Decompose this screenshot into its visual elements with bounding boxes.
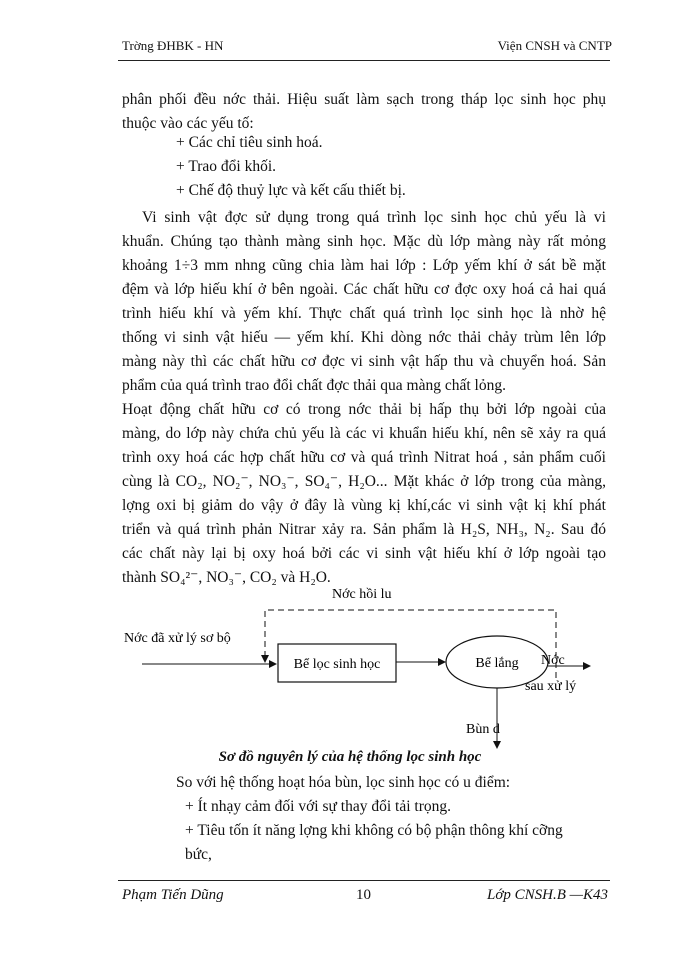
text-line: các chất này lại bị oxy hoá bởi các vi sinh vật hiếu khí ở lớp ngoài tạo bbox=[122, 545, 606, 562]
biofilter-label: Bể lọc sinh học bbox=[293, 657, 381, 672]
page-number: 10 bbox=[356, 887, 371, 903]
footer-divider bbox=[118, 880, 610, 881]
sludge-label: Bùn d bbox=[466, 722, 500, 737]
process-diagram bbox=[100, 580, 620, 750]
factor-item: + Các chỉ tiêu sinh hoá. bbox=[176, 134, 323, 151]
intro-paragraph bbox=[122, 88, 606, 136]
factor-item: + Trao đổi khối. bbox=[176, 158, 277, 175]
input-label: Nớc đã xử lý sơ bộ bbox=[124, 631, 231, 646]
text-line: triển và quá trình phản Nitrar xảy ra. Sản phẩm là H₂S, NH₃, N₂. Sau đó bbox=[122, 521, 606, 538]
factor-item: + Chế độ thuỷ lực và kết cấu thiết bị. bbox=[176, 182, 406, 199]
diagram-caption: Sơ đồ nguyên lý của hệ thống lọc sinh học bbox=[218, 749, 482, 765]
text-line: cùng là CO₂, NO₂⁻, NO₃⁻, SO₄⁻, H₂O... Mặt khác ở lớp trong của màng, bbox=[122, 473, 606, 490]
text-line: phẩm của quá trình trao đổi chất đợc thải qua màng chất lỏng. bbox=[122, 377, 506, 394]
header-divider bbox=[118, 60, 610, 61]
text-line: Vi sinh vật đợc sử dụng trong quá trình lọc sinh học chủ yếu là vi bbox=[142, 209, 606, 226]
text-line: phân phối đều nớc thải. Hiệu suất làm sạch trong tháp lọc sinh học phụ bbox=[122, 91, 606, 108]
text-line: đệm và lớp hiếu khí ở bên ngoài. Các chất hữu cơ đợc oxy hoá cả hai quá bbox=[122, 281, 606, 298]
text-line: thành SO₄²⁻, NO₃⁻, CO₂ và H₂O. bbox=[122, 569, 331, 586]
text-line: khuẩn. Chúng tạo thành màng sinh học. Mặc dù lớp màng này rất mỏng bbox=[122, 233, 606, 250]
text-line: thuộc vào các yếu tố: bbox=[122, 115, 254, 132]
recycle-label: Nớc hồi lu bbox=[332, 587, 392, 602]
output-label-1: Nớc bbox=[541, 653, 565, 668]
text-line: màng này thì các chất hữu cơ đợc vi sinh vật hấp thu và chuyển hoá. Sản bbox=[122, 353, 606, 370]
footer-class: Lớp CNSH.B —K43 bbox=[487, 887, 608, 903]
header-institute: Viện CNSH và CNTP bbox=[497, 38, 612, 53]
advantage-item: + Ít nhạy cảm đối với sự thay đổi tải trọng. bbox=[185, 798, 451, 815]
text-line: khoảng 1÷3 mm nhng cũng chia làm hai lớp : Lớp yếm khí ở sát bề mặt bbox=[122, 257, 606, 274]
paragraph-organic-activity bbox=[122, 398, 606, 590]
text-line: lợng oxi bị giảm do vậy ở đây là vùng kị khí,các vi sinh vật kị khí phát bbox=[122, 497, 606, 514]
text-line: thống vi sinh vật hiếu — yếm khí. Khi dòng nớc thải chảy trùm lên lớp bbox=[122, 329, 606, 346]
text-line: màng, do lớp này chứa chủ yếu là các vi khuẩn hiếu khí, nên sẽ xảy ra quá bbox=[122, 425, 606, 442]
paragraph-microorganisms bbox=[122, 206, 606, 398]
advantages-intro: So với hệ thống hoạt hóa bùn, lọc sinh học có u điểm: bbox=[176, 774, 511, 791]
text-line: trình hiếu khí và yếm khí. Thực chất quá trình lọc sinh học là nhờ hệ bbox=[122, 305, 606, 322]
text-line: Hoạt động chất hữu cơ có trong nớc thải bị hấp thụ bởi lớp ngoài của bbox=[122, 401, 606, 418]
output-label-2: sau xử lý bbox=[525, 679, 577, 694]
advantage-item-continued: bức, bbox=[185, 846, 212, 863]
header-school: Trờng ĐHBK - HN bbox=[122, 38, 224, 53]
advantage-item: + Tiêu tốn ít năng lợng khi không có bộ phận thông khí cỡng bbox=[185, 822, 563, 839]
text-line: trình oxy hoá các hợp chất hữu cơ và quá trình Nitrat hoá , sản phẩm cuối bbox=[122, 449, 606, 466]
footer-author: Phạm Tiến Dũng bbox=[122, 887, 224, 903]
settler-label: Bể lắng bbox=[475, 656, 519, 671]
